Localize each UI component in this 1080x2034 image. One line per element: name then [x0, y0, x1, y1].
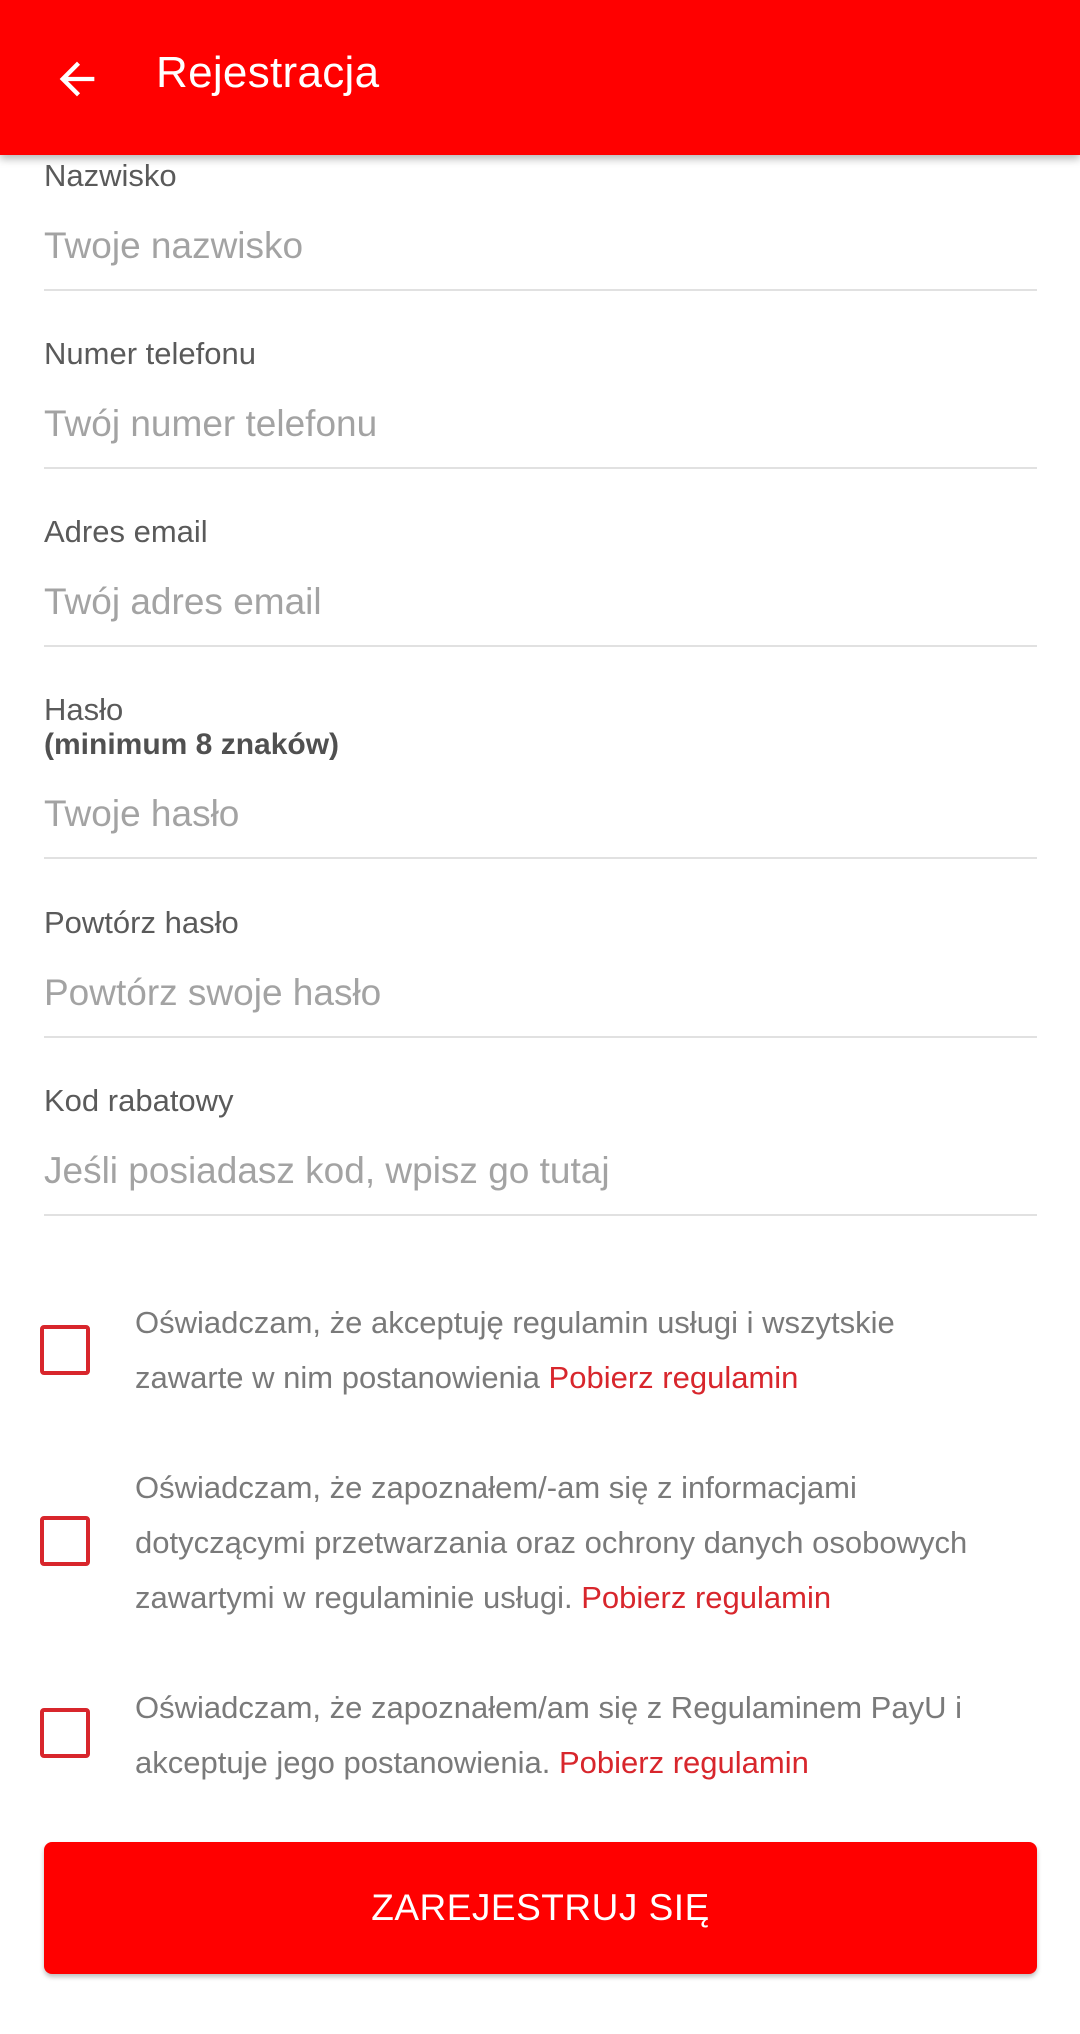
email-label: Adres email [44, 514, 208, 549]
consent-payu-text [135, 1680, 1005, 1790]
password-input[interactable] [44, 784, 1037, 844]
arrow-back-icon [51, 53, 103, 105]
download-terms-link[interactable]: Pobierz regulamin [548, 1360, 799, 1395]
last-name-input[interactable] [44, 216, 1037, 276]
divider [44, 1214, 1037, 1216]
phone-label: Numer telefonu [44, 336, 256, 371]
divider [44, 467, 1037, 469]
consent-privacy-checkbox[interactable] [40, 1516, 90, 1566]
password-label: Hasło [44, 692, 124, 727]
repeat-password-label: Powtórz hasło [44, 905, 239, 940]
app-bar [0, 0, 1080, 155]
consent-text: Oświadczam, że zapoznałem/-am się z informacjami dotyczącymi przetwarzania oraz ochrony danych osobowych zawartymi w regulaminie usługi. [135, 1470, 968, 1615]
email-input[interactable] [44, 572, 1037, 632]
consent-terms-text [135, 1295, 1005, 1405]
phone-input[interactable] [44, 394, 1037, 454]
download-terms-link[interactable]: Pobierz regulamin [558, 1745, 809, 1780]
consent-payu-checkbox[interactable] [40, 1708, 90, 1758]
last-name-label: Nazwisko [44, 158, 177, 193]
consent-text: Oświadczam, że zapoznałem/am się z Regulaminem PayU i akceptuje jego postanowienia. [135, 1690, 962, 1780]
divider [44, 289, 1037, 291]
discount-code-label: Kod rabatowy [44, 1083, 234, 1118]
repeat-password-input[interactable] [44, 963, 1037, 1023]
page-title: Rejestracja [156, 48, 380, 97]
discount-code-input[interactable] [44, 1141, 1037, 1201]
password-hint: (minimum 8 znaków) [44, 728, 340, 761]
divider [44, 645, 1037, 647]
divider [44, 857, 1037, 859]
divider [44, 1036, 1037, 1038]
download-terms-link[interactable]: Pobierz regulamin [581, 1580, 832, 1615]
consent-terms-checkbox[interactable] [40, 1325, 90, 1375]
back-button[interactable] [42, 44, 112, 114]
consent-text: Oświadczam, że akceptuję regulamin usługi i wszytskie zawarte w nim postanowienia [135, 1305, 895, 1395]
consent-privacy-text [135, 1460, 1005, 1625]
register-button[interactable]: ZAREJESTRUJ SIĘ [44, 1842, 1037, 1974]
